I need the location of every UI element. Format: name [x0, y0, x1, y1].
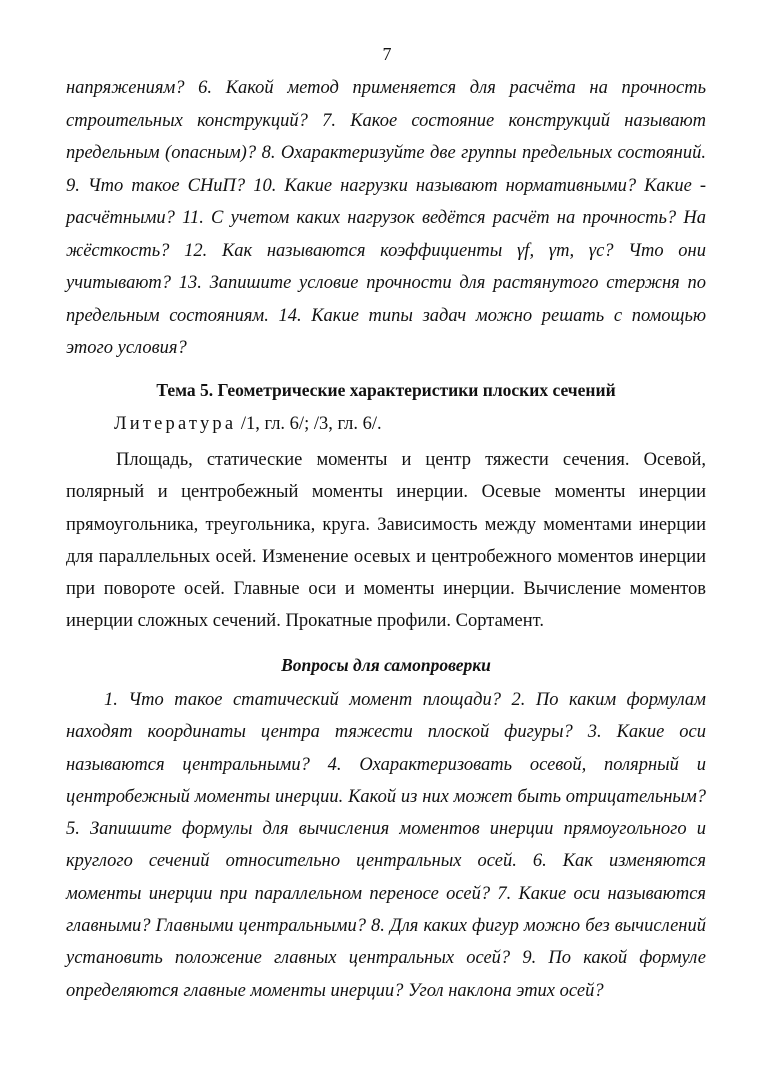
literature-line: [114, 412, 706, 436]
self-check-heading: Вопросы для самопроверки: [281, 655, 491, 675]
intro-questions-paragraph: напряжениям? 6. Какой метод применяется для расчёта на прочность строительных конструкций? 7. Какое состояние конструкций называют предельным (опасным)? 8. Охарактеризуйте две группы предельных состояний. 9. Что такое СНиП? 10. Какие нагрузки называют нормативными? Какие - расчётными? 11. С учетом каких нагрузок ведётся расчёт на прочность? На жёсткость? 12. Как называются коэффициенты γf, γm, γc? Что они учитывают? 13. Запишите условие прочности для растянутого стержня по предельным состояниям. 14. Какие типы задач можно решать с помощью этого условия?: [66, 78, 706, 358]
topic-heading: Тема 5. Геометрические характеристики плоских сечений: [156, 380, 616, 400]
self-check-questions-paragraph: 1. Что такое статический момент площади? 2. По каким формулам находят координаты центра тяжести плоской фигуры? 3. Какие оси называются центральными? 4. Охарактеризовать осевой, полярный и центробежный моменты инерции. Какой из них может быть отрицательным? 5. Запишите формулы для вычисления моментов инерции прямоугольного и круглого сечений относительно центральных осей. 6. Как изменяются моменты инерции при параллельном переносе осей? 7. Какие оси называются главными? Главными центральными? 8. Для каких фигур можно без вычислений установить положение главных центральных осей? 9. По какой формуле определяются главные моменты инерции? Угол наклона этих осей?: [66, 690, 706, 1001]
page-number: 7: [382, 44, 392, 64]
literature-refs: /1, гл. 6/; /3, гл. 6/.: [236, 414, 382, 434]
topic-body-paragraph: Площадь, статические моменты и центр тяжести сечения. Осевой, полярный и центробежный моменты инерции. Осевые моменты инерции прямоугольника, треугольника, круга. Зависимость между моментами инерции для параллельных осей. Изменение осевых и центробежного моментов инерции при повороте осей. Главные оси и моменты инерции. Вычисление моментов инерции сложных сечений. Прокатные профили. Сортамент.: [66, 450, 706, 632]
literature-label: Литература: [114, 414, 237, 434]
